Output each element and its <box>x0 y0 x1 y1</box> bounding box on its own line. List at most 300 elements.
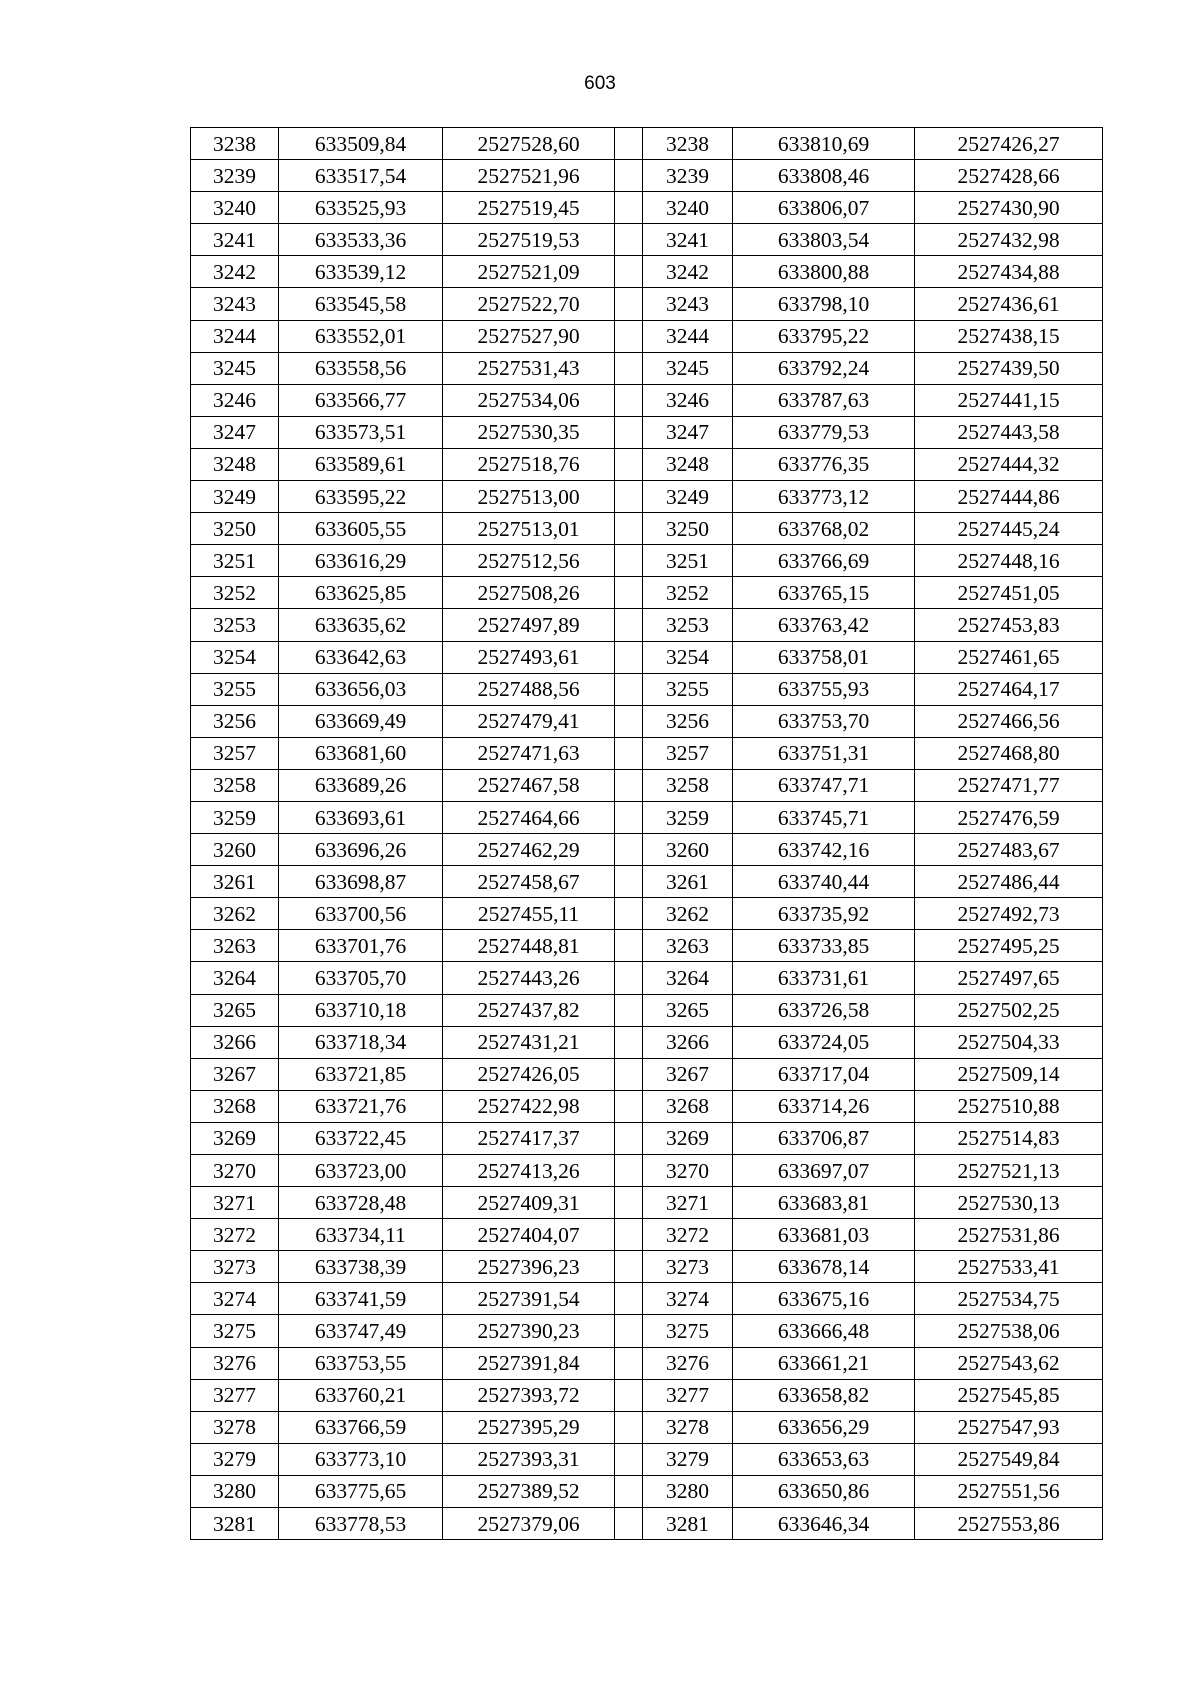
left-point-number-cell: 3243 <box>191 288 279 320</box>
left-point-number-cell: 3272 <box>191 1219 279 1251</box>
right-y-coordinate-cell: 2527502,25 <box>915 994 1103 1026</box>
right-y-coordinate-cell: 2527444,86 <box>915 481 1103 513</box>
right-y-coordinate-cell: 2527436,61 <box>915 288 1103 320</box>
table-row <box>191 256 1103 288</box>
left-point-number-cell: 3245 <box>191 352 279 384</box>
left-y-coordinate-cell: 2527458,67 <box>443 866 615 898</box>
table-row <box>191 1058 1103 1090</box>
left-point-number-cell: 3271 <box>191 1187 279 1219</box>
right-y-coordinate-cell: 2527531,86 <box>915 1219 1103 1251</box>
right-x-coordinate-cell: 633653,63 <box>733 1443 915 1475</box>
right-y-coordinate-cell: 2527441,15 <box>915 384 1103 416</box>
left-y-coordinate-cell: 2527455,11 <box>443 898 615 930</box>
right-y-coordinate-cell: 2527543,62 <box>915 1347 1103 1379</box>
right-point-number-cell: 3275 <box>643 1315 733 1347</box>
right-point-number-cell: 3262 <box>643 898 733 930</box>
spacer-cell <box>615 769 643 801</box>
table-row <box>191 448 1103 480</box>
left-point-number-cell: 3253 <box>191 609 279 641</box>
right-point-number-cell: 3272 <box>643 1219 733 1251</box>
left-x-coordinate-cell: 633625,85 <box>279 577 443 609</box>
left-point-number-cell: 3255 <box>191 673 279 705</box>
left-point-number-cell: 3276 <box>191 1347 279 1379</box>
left-point-number-cell: 3265 <box>191 994 279 1026</box>
left-x-coordinate-cell: 633723,00 <box>279 1155 443 1187</box>
right-x-coordinate-cell: 633803,54 <box>733 224 915 256</box>
coordinates-table <box>190 127 1103 1540</box>
right-point-number-cell: 3252 <box>643 577 733 609</box>
table-row <box>191 769 1103 801</box>
left-x-coordinate-cell: 633700,56 <box>279 898 443 930</box>
left-y-coordinate-cell: 2527389,52 <box>443 1475 615 1507</box>
right-x-coordinate-cell: 633735,92 <box>733 898 915 930</box>
table-row <box>191 962 1103 994</box>
right-y-coordinate-cell: 2527466,56 <box>915 705 1103 737</box>
spacer-cell <box>615 1122 643 1154</box>
table-row <box>191 352 1103 384</box>
left-point-number-cell: 3280 <box>191 1475 279 1507</box>
right-y-coordinate-cell: 2527451,05 <box>915 577 1103 609</box>
table-row <box>191 577 1103 609</box>
left-y-coordinate-cell: 2527437,82 <box>443 994 615 1026</box>
left-point-number-cell: 3250 <box>191 513 279 545</box>
left-y-coordinate-cell: 2527493,61 <box>443 641 615 673</box>
table-row <box>191 1379 1103 1411</box>
spacer-cell <box>615 448 643 480</box>
left-x-coordinate-cell: 633710,18 <box>279 994 443 1026</box>
right-x-coordinate-cell: 633678,14 <box>733 1251 915 1283</box>
right-x-coordinate-cell: 633714,26 <box>733 1090 915 1122</box>
table-row <box>191 641 1103 673</box>
right-point-number-cell: 3247 <box>643 416 733 448</box>
right-point-number-cell: 3280 <box>643 1475 733 1507</box>
left-point-number-cell: 3239 <box>191 160 279 192</box>
right-point-number-cell: 3265 <box>643 994 733 1026</box>
right-x-coordinate-cell: 633747,71 <box>733 769 915 801</box>
left-y-coordinate-cell: 2527521,96 <box>443 160 615 192</box>
table-row <box>191 1315 1103 1347</box>
left-y-coordinate-cell: 2527448,81 <box>443 930 615 962</box>
right-y-coordinate-cell: 2527434,88 <box>915 256 1103 288</box>
left-point-number-cell: 3252 <box>191 577 279 609</box>
left-point-number-cell: 3279 <box>191 1443 279 1475</box>
left-y-coordinate-cell: 2527508,26 <box>443 577 615 609</box>
right-point-number-cell: 3253 <box>643 609 733 641</box>
left-x-coordinate-cell: 633775,65 <box>279 1475 443 1507</box>
left-y-coordinate-cell: 2527513,01 <box>443 513 615 545</box>
table-row <box>191 609 1103 641</box>
table-row <box>191 1443 1103 1475</box>
left-y-coordinate-cell: 2527422,98 <box>443 1090 615 1122</box>
table-row <box>191 384 1103 416</box>
right-point-number-cell: 3244 <box>643 320 733 352</box>
right-point-number-cell: 3276 <box>643 1347 733 1379</box>
left-y-coordinate-cell: 2527497,89 <box>443 609 615 641</box>
left-y-coordinate-cell: 2527393,72 <box>443 1379 615 1411</box>
left-point-number-cell: 3240 <box>191 192 279 224</box>
spacer-cell <box>615 705 643 737</box>
right-y-coordinate-cell: 2527444,32 <box>915 448 1103 480</box>
right-y-coordinate-cell: 2527448,16 <box>915 545 1103 577</box>
spacer-cell <box>615 577 643 609</box>
right-point-number-cell: 3250 <box>643 513 733 545</box>
right-y-coordinate-cell: 2527438,15 <box>915 320 1103 352</box>
left-x-coordinate-cell: 633573,51 <box>279 416 443 448</box>
right-x-coordinate-cell: 633792,24 <box>733 352 915 384</box>
right-point-number-cell: 3241 <box>643 224 733 256</box>
right-point-number-cell: 3264 <box>643 962 733 994</box>
right-x-coordinate-cell: 633658,82 <box>733 1379 915 1411</box>
left-point-number-cell: 3241 <box>191 224 279 256</box>
left-point-number-cell: 3256 <box>191 705 279 737</box>
right-x-coordinate-cell: 633656,29 <box>733 1411 915 1443</box>
left-point-number-cell: 3273 <box>191 1251 279 1283</box>
right-point-number-cell: 3269 <box>643 1122 733 1154</box>
table-row <box>191 930 1103 962</box>
right-y-coordinate-cell: 2527432,98 <box>915 224 1103 256</box>
table-row <box>191 481 1103 513</box>
left-point-number-cell: 3249 <box>191 481 279 513</box>
spacer-cell <box>615 1090 643 1122</box>
table-row <box>191 1122 1103 1154</box>
left-point-number-cell: 3257 <box>191 737 279 769</box>
table-row <box>191 866 1103 898</box>
left-point-number-cell: 3242 <box>191 256 279 288</box>
right-x-coordinate-cell: 633800,88 <box>733 256 915 288</box>
spacer-cell <box>615 1315 643 1347</box>
left-x-coordinate-cell: 633656,03 <box>279 673 443 705</box>
left-x-coordinate-cell: 633728,48 <box>279 1187 443 1219</box>
right-point-number-cell: 3256 <box>643 705 733 737</box>
right-x-coordinate-cell: 633724,05 <box>733 1026 915 1058</box>
left-point-number-cell: 3246 <box>191 384 279 416</box>
left-point-number-cell: 3248 <box>191 448 279 480</box>
right-y-coordinate-cell: 2527533,41 <box>915 1251 1103 1283</box>
spacer-cell <box>615 1251 643 1283</box>
right-y-coordinate-cell: 2527553,86 <box>915 1508 1103 1540</box>
left-x-coordinate-cell: 633718,34 <box>279 1026 443 1058</box>
left-y-coordinate-cell: 2527462,29 <box>443 834 615 866</box>
right-y-coordinate-cell: 2527551,56 <box>915 1475 1103 1507</box>
right-point-number-cell: 3281 <box>643 1508 733 1540</box>
left-x-coordinate-cell: 633705,70 <box>279 962 443 994</box>
table-row <box>191 737 1103 769</box>
right-x-coordinate-cell: 633808,46 <box>733 160 915 192</box>
left-x-coordinate-cell: 633696,26 <box>279 834 443 866</box>
left-point-number-cell: 3244 <box>191 320 279 352</box>
right-y-coordinate-cell: 2527547,93 <box>915 1411 1103 1443</box>
spacer-cell <box>615 801 643 833</box>
table-row <box>191 1475 1103 1507</box>
right-x-coordinate-cell: 633742,16 <box>733 834 915 866</box>
table-row <box>191 128 1103 160</box>
right-x-coordinate-cell: 633751,31 <box>733 737 915 769</box>
right-point-number-cell: 3239 <box>643 160 733 192</box>
left-y-coordinate-cell: 2527521,09 <box>443 256 615 288</box>
right-point-number-cell: 3271 <box>643 1187 733 1219</box>
left-x-coordinate-cell: 633517,54 <box>279 160 443 192</box>
table-row <box>191 898 1103 930</box>
spacer-cell <box>615 160 643 192</box>
left-point-number-cell: 3258 <box>191 769 279 801</box>
right-point-number-cell: 3263 <box>643 930 733 962</box>
right-x-coordinate-cell: 633733,85 <box>733 930 915 962</box>
page-number: 603 <box>584 73 616 94</box>
left-point-number-cell: 3275 <box>191 1315 279 1347</box>
left-x-coordinate-cell: 633509,84 <box>279 128 443 160</box>
right-y-coordinate-cell: 2527545,85 <box>915 1379 1103 1411</box>
left-point-number-cell: 3268 <box>191 1090 279 1122</box>
right-point-number-cell: 3274 <box>643 1283 733 1315</box>
spacer-cell <box>615 737 643 769</box>
left-x-coordinate-cell: 633741,59 <box>279 1283 443 1315</box>
right-x-coordinate-cell: 633683,81 <box>733 1187 915 1219</box>
right-y-coordinate-cell: 2527549,84 <box>915 1443 1103 1475</box>
table-row <box>191 513 1103 545</box>
right-y-coordinate-cell: 2527439,50 <box>915 352 1103 384</box>
left-y-coordinate-cell: 2527426,05 <box>443 1058 615 1090</box>
left-point-number-cell: 3260 <box>191 834 279 866</box>
left-point-number-cell: 3281 <box>191 1508 279 1540</box>
left-y-coordinate-cell: 2527513,00 <box>443 481 615 513</box>
left-x-coordinate-cell: 633721,85 <box>279 1058 443 1090</box>
right-x-coordinate-cell: 633650,86 <box>733 1475 915 1507</box>
right-x-coordinate-cell: 633766,69 <box>733 545 915 577</box>
left-x-coordinate-cell: 633545,58 <box>279 288 443 320</box>
right-x-coordinate-cell: 633763,42 <box>733 609 915 641</box>
right-x-coordinate-cell: 633755,93 <box>733 673 915 705</box>
right-x-coordinate-cell: 633745,71 <box>733 801 915 833</box>
table-row <box>191 1411 1103 1443</box>
left-point-number-cell: 3259 <box>191 801 279 833</box>
right-point-number-cell: 3268 <box>643 1090 733 1122</box>
left-y-coordinate-cell: 2527531,43 <box>443 352 615 384</box>
left-y-coordinate-cell: 2527534,06 <box>443 384 615 416</box>
left-x-coordinate-cell: 633681,60 <box>279 737 443 769</box>
left-y-coordinate-cell: 2527522,70 <box>443 288 615 320</box>
table-row <box>191 416 1103 448</box>
left-x-coordinate-cell: 633616,29 <box>279 545 443 577</box>
right-y-coordinate-cell: 2527471,77 <box>915 769 1103 801</box>
left-y-coordinate-cell: 2527519,53 <box>443 224 615 256</box>
left-x-coordinate-cell: 633747,49 <box>279 1315 443 1347</box>
right-x-coordinate-cell: 633798,10 <box>733 288 915 320</box>
left-y-coordinate-cell: 2527396,23 <box>443 1251 615 1283</box>
right-x-coordinate-cell: 633740,44 <box>733 866 915 898</box>
right-point-number-cell: 3270 <box>643 1155 733 1187</box>
right-y-coordinate-cell: 2527443,58 <box>915 416 1103 448</box>
right-point-number-cell: 3259 <box>643 801 733 833</box>
left-point-number-cell: 3264 <box>191 962 279 994</box>
left-point-number-cell: 3267 <box>191 1058 279 1090</box>
table-row <box>191 224 1103 256</box>
right-x-coordinate-cell: 633697,07 <box>733 1155 915 1187</box>
left-x-coordinate-cell: 633533,36 <box>279 224 443 256</box>
left-y-coordinate-cell: 2527471,63 <box>443 737 615 769</box>
spacer-cell <box>615 416 643 448</box>
spacer-cell <box>615 1379 643 1411</box>
right-x-coordinate-cell: 633753,70 <box>733 705 915 737</box>
right-y-coordinate-cell: 2527495,25 <box>915 930 1103 962</box>
left-x-coordinate-cell: 633558,56 <box>279 352 443 384</box>
spacer-cell <box>615 930 643 962</box>
table-row <box>191 320 1103 352</box>
right-y-coordinate-cell: 2527476,59 <box>915 801 1103 833</box>
spacer-cell <box>615 481 643 513</box>
spacer-cell <box>615 1443 643 1475</box>
right-point-number-cell: 3251 <box>643 545 733 577</box>
table-row <box>191 801 1103 833</box>
left-y-coordinate-cell: 2527390,23 <box>443 1315 615 1347</box>
left-y-coordinate-cell: 2527395,29 <box>443 1411 615 1443</box>
right-point-number-cell: 3238 <box>643 128 733 160</box>
left-x-coordinate-cell: 633766,59 <box>279 1411 443 1443</box>
left-y-coordinate-cell: 2527519,45 <box>443 192 615 224</box>
left-point-number-cell: 3247 <box>191 416 279 448</box>
spacer-cell <box>615 834 643 866</box>
right-x-coordinate-cell: 633787,63 <box>733 384 915 416</box>
spacer-cell <box>615 1347 643 1379</box>
right-x-coordinate-cell: 633765,15 <box>733 577 915 609</box>
right-y-coordinate-cell: 2527461,65 <box>915 641 1103 673</box>
right-y-coordinate-cell: 2527430,90 <box>915 192 1103 224</box>
right-point-number-cell: 3258 <box>643 769 733 801</box>
spacer-cell <box>615 384 643 416</box>
right-x-coordinate-cell: 633779,53 <box>733 416 915 448</box>
table-row <box>191 1283 1103 1315</box>
left-x-coordinate-cell: 633589,61 <box>279 448 443 480</box>
right-y-coordinate-cell: 2527530,13 <box>915 1187 1103 1219</box>
right-y-coordinate-cell: 2527509,14 <box>915 1058 1103 1090</box>
spacer-cell <box>615 1187 643 1219</box>
table-row <box>191 1219 1103 1251</box>
right-x-coordinate-cell: 633661,21 <box>733 1347 915 1379</box>
spacer-cell <box>615 866 643 898</box>
left-y-coordinate-cell: 2527393,31 <box>443 1443 615 1475</box>
table-row <box>191 1251 1103 1283</box>
right-y-coordinate-cell: 2527497,65 <box>915 962 1103 994</box>
spacer-cell <box>615 352 643 384</box>
table-row <box>191 1347 1103 1379</box>
left-x-coordinate-cell: 633734,11 <box>279 1219 443 1251</box>
left-y-coordinate-cell: 2527530,35 <box>443 416 615 448</box>
right-point-number-cell: 3277 <box>643 1379 733 1411</box>
left-x-coordinate-cell: 633721,76 <box>279 1090 443 1122</box>
left-y-coordinate-cell: 2527443,26 <box>443 962 615 994</box>
spacer-cell <box>615 962 643 994</box>
left-y-coordinate-cell: 2527512,56 <box>443 545 615 577</box>
right-point-number-cell: 3278 <box>643 1411 733 1443</box>
right-x-coordinate-cell: 633776,35 <box>733 448 915 480</box>
table-row <box>191 994 1103 1026</box>
table-row <box>191 705 1103 737</box>
left-point-number-cell: 3261 <box>191 866 279 898</box>
left-x-coordinate-cell: 633689,26 <box>279 769 443 801</box>
left-x-coordinate-cell: 633753,55 <box>279 1347 443 1379</box>
spacer-cell <box>615 609 643 641</box>
right-y-coordinate-cell: 2527492,73 <box>915 898 1103 930</box>
right-y-coordinate-cell: 2527428,66 <box>915 160 1103 192</box>
left-x-coordinate-cell: 633722,45 <box>279 1122 443 1154</box>
left-point-number-cell: 3274 <box>191 1283 279 1315</box>
spacer-cell <box>615 1283 643 1315</box>
spacer-cell <box>615 224 643 256</box>
right-point-number-cell: 3261 <box>643 866 733 898</box>
right-point-number-cell: 3257 <box>643 737 733 769</box>
left-y-coordinate-cell: 2527409,31 <box>443 1187 615 1219</box>
left-y-coordinate-cell: 2527404,07 <box>443 1219 615 1251</box>
left-y-coordinate-cell: 2527467,58 <box>443 769 615 801</box>
right-x-coordinate-cell: 633731,61 <box>733 962 915 994</box>
left-x-coordinate-cell: 633552,01 <box>279 320 443 352</box>
right-point-number-cell: 3273 <box>643 1251 733 1283</box>
spacer-cell <box>615 1219 643 1251</box>
spacer-cell <box>615 192 643 224</box>
left-x-coordinate-cell: 633566,77 <box>279 384 443 416</box>
spacer-cell <box>615 256 643 288</box>
table-body <box>191 128 1103 1540</box>
spacer-cell <box>615 1475 643 1507</box>
right-y-coordinate-cell: 2527453,83 <box>915 609 1103 641</box>
spacer-cell <box>615 128 643 160</box>
spacer-cell <box>615 545 643 577</box>
table-row <box>191 1155 1103 1187</box>
left-y-coordinate-cell: 2527464,66 <box>443 801 615 833</box>
left-point-number-cell: 3278 <box>191 1411 279 1443</box>
left-x-coordinate-cell: 633642,63 <box>279 641 443 673</box>
left-y-coordinate-cell: 2527391,84 <box>443 1347 615 1379</box>
table-row <box>191 1026 1103 1058</box>
right-y-coordinate-cell: 2527510,88 <box>915 1090 1103 1122</box>
left-point-number-cell: 3238 <box>191 128 279 160</box>
right-point-number-cell: 3245 <box>643 352 733 384</box>
table-row <box>191 288 1103 320</box>
left-x-coordinate-cell: 633669,49 <box>279 705 443 737</box>
left-y-coordinate-cell: 2527479,41 <box>443 705 615 737</box>
right-x-coordinate-cell: 633810,69 <box>733 128 915 160</box>
right-x-coordinate-cell: 633646,34 <box>733 1508 915 1540</box>
right-y-coordinate-cell: 2527534,75 <box>915 1283 1103 1315</box>
right-y-coordinate-cell: 2527538,06 <box>915 1315 1103 1347</box>
left-y-coordinate-cell: 2527431,21 <box>443 1026 615 1058</box>
left-x-coordinate-cell: 633698,87 <box>279 866 443 898</box>
left-y-coordinate-cell: 2527391,54 <box>443 1283 615 1315</box>
spacer-cell <box>615 1508 643 1540</box>
right-x-coordinate-cell: 633666,48 <box>733 1315 915 1347</box>
table-row <box>191 160 1103 192</box>
spacer-cell <box>615 320 643 352</box>
left-x-coordinate-cell: 633773,10 <box>279 1443 443 1475</box>
left-y-coordinate-cell: 2527413,26 <box>443 1155 615 1187</box>
left-x-coordinate-cell: 633525,93 <box>279 192 443 224</box>
left-point-number-cell: 3263 <box>191 930 279 962</box>
table-row <box>191 673 1103 705</box>
right-point-number-cell: 3242 <box>643 256 733 288</box>
left-y-coordinate-cell: 2527417,37 <box>443 1122 615 1154</box>
right-point-number-cell: 3255 <box>643 673 733 705</box>
spacer-cell <box>615 641 643 673</box>
right-y-coordinate-cell: 2527521,13 <box>915 1155 1103 1187</box>
table-row <box>191 1090 1103 1122</box>
table-row <box>191 192 1103 224</box>
left-point-number-cell: 3266 <box>191 1026 279 1058</box>
spacer-cell <box>615 1026 643 1058</box>
left-x-coordinate-cell: 633701,76 <box>279 930 443 962</box>
right-y-coordinate-cell: 2527468,80 <box>915 737 1103 769</box>
spacer-cell <box>615 1411 643 1443</box>
right-x-coordinate-cell: 633706,87 <box>733 1122 915 1154</box>
right-point-number-cell: 3279 <box>643 1443 733 1475</box>
